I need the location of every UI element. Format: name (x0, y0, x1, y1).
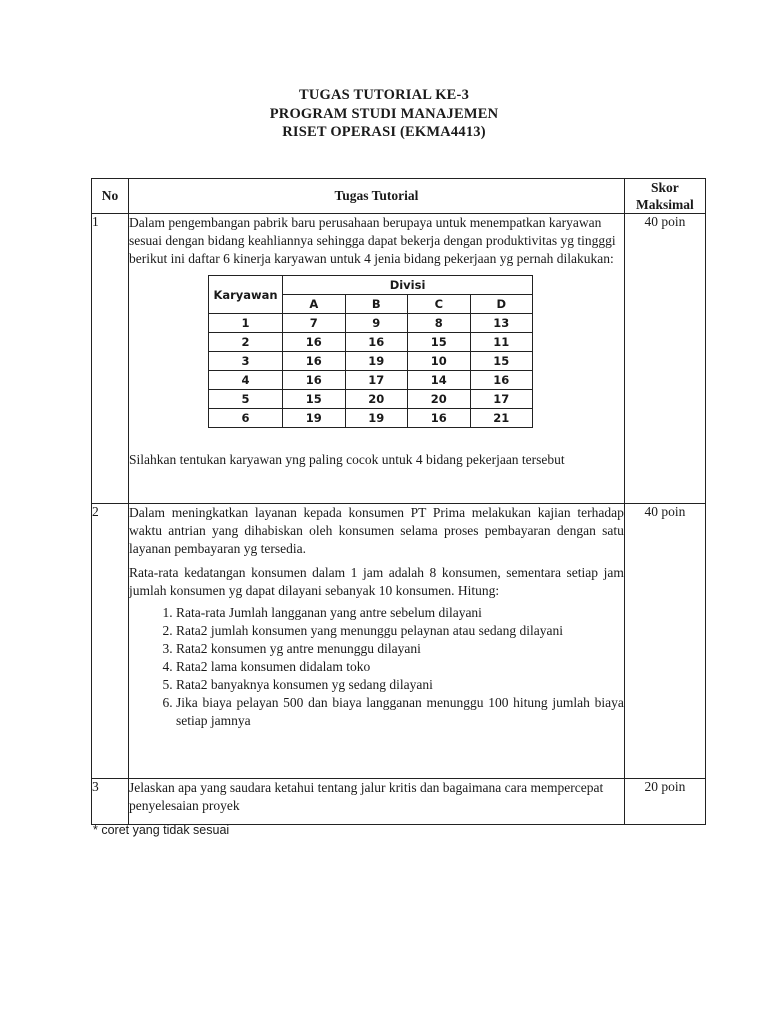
assignment-row (209, 371, 533, 390)
assignment-value: 10 (408, 352, 471, 371)
list-item: 2. Rata2 jumlah konsumen yang menunggu pelaynan atau sedang dilayani (176, 622, 624, 640)
assignment-row (209, 390, 533, 409)
assignment-row (209, 333, 533, 352)
list-item: 3. Rata2 konsumen yg antre menunggu dilayani (176, 640, 624, 658)
task-paragraph: Dalam meningkatkan layanan kepada konsumen PT Prima melakukan kajian terhadap waktu antrian yang dihabiskan oleh konsumen selama proses pembayaran dengan satu layanan pembayaran yg tersedia. (129, 505, 624, 556)
col-header-score-line1: Skor (651, 180, 679, 195)
score-cell: 40 poin (624, 504, 705, 779)
assignment-table (208, 275, 533, 428)
assignment-karyawan: 1 (209, 314, 283, 333)
assignment-value: 19 (283, 409, 346, 428)
assignment-value: 19 (345, 409, 408, 428)
assignment-karyawan: 6 (209, 409, 283, 428)
table-row (92, 779, 706, 825)
col-header-no: No (92, 179, 129, 214)
document-header (0, 86, 768, 142)
list-item: 5. Rata2 banyaknya konsumen yg sedang dilayani (176, 676, 624, 694)
assignment-row-header: Karyawan (209, 276, 283, 314)
table-row (92, 214, 706, 504)
assignment-header-row (209, 276, 533, 295)
assignment-col-header: B (345, 295, 408, 314)
question-list (129, 604, 624, 730)
assignment-value: 15 (470, 352, 533, 371)
assignment-value: 16 (283, 333, 346, 352)
assignment-value: 20 (345, 390, 408, 409)
list-item: 6. Jika biaya pelayan 500 dan biaya langganan menunggu 100 hitung jumlah biaya setiap jamnya (176, 694, 624, 730)
assignment-value: 8 (408, 314, 471, 333)
assignment-value: 16 (408, 409, 471, 428)
assignment-value: 17 (345, 371, 408, 390)
footnote: * coret yang tidak sesuai (93, 823, 230, 837)
assignment-col-header: C (408, 295, 471, 314)
assignment-value: 15 (408, 333, 471, 352)
assignment-value: 20 (408, 390, 471, 409)
header-title: TUGAS TUTORIAL KE-3 (298, 87, 470, 103)
assignment-karyawan: 2 (209, 333, 283, 352)
row-number: 1 (92, 214, 129, 504)
task-cell (129, 504, 625, 779)
assignment-value: 9 (345, 314, 408, 333)
table-header-row (92, 179, 706, 214)
header-course: RISET OPERASI (EKMA4413) (282, 124, 486, 140)
assignment-karyawan: 5 (209, 390, 283, 409)
task-paragraph: Rata-rata kedatangan konsumen dalam 1 jam adalah 8 konsumen, sementara setiap jam jumlah konsumen yg dapat dilayani sebanyak 10 konsumen. Hitung: (129, 565, 624, 598)
assignment-row (209, 409, 533, 428)
assignment-value: 14 (408, 371, 471, 390)
col-header-score (624, 179, 705, 214)
task-closing: Silahkan tentukan karyawan yng paling cocok untuk 4 bidang pekerjaan tersebut (129, 452, 565, 467)
assignment-karyawan: 3 (209, 352, 283, 371)
tutorial-table (91, 178, 706, 825)
assignment-row (209, 352, 533, 371)
list-item: 1. Rata-rata Jumlah langganan yang antre sebelum dilayani (176, 604, 624, 622)
assignment-group-header: Divisi (283, 276, 533, 295)
assignment-value: 16 (345, 333, 408, 352)
assignment-value: 19 (345, 352, 408, 371)
assignment-col-header: A (283, 295, 346, 314)
assignment-col-header: D (470, 295, 533, 314)
task-cell (129, 779, 625, 825)
assignment-value: 16 (283, 371, 346, 390)
row-number: 3 (92, 779, 129, 825)
assignment-value: 13 (470, 314, 533, 333)
assignment-value: 7 (283, 314, 346, 333)
assignment-value: 11 (470, 333, 533, 352)
col-header-score-line2: Maksimal (636, 197, 694, 212)
row-number: 2 (92, 504, 129, 779)
assignment-value: 15 (283, 390, 346, 409)
assignment-value: 17 (470, 390, 533, 409)
col-header-task: Tugas Tutorial (129, 179, 625, 214)
list-item: 4. Rata2 lama konsumen didalam toko (176, 658, 624, 676)
assignment-value: 21 (470, 409, 533, 428)
task-intro: Dalam pengembangan pabrik baru perusahaan berupaya untuk menempatkan karyawan sesuai dengan bidang keahliannya sehingga dapat bekerja dengan produktivitas yg tingggi berikut ini daftar 6 kinerja karyawan untuk 4 jenia bidang pekerjaan yg pernah dilakukan: (129, 215, 616, 266)
score-cell: 20 poin (624, 779, 705, 825)
header-program: PROGRAM STUDI MANAJEMEN (269, 105, 499, 122)
assignment-row (209, 314, 533, 333)
table-row (92, 504, 706, 779)
assignment-value: 16 (470, 371, 533, 390)
assignment-karyawan: 4 (209, 371, 283, 390)
task-text: Jelaskan apa yang saudara ketahui tentang jalur kritis dan bagaimana cara mempercepat penyelesaian proyek (129, 780, 604, 813)
task-cell (129, 214, 625, 504)
score-cell: 40 poin (624, 214, 705, 504)
assignment-value: 16 (283, 352, 346, 371)
